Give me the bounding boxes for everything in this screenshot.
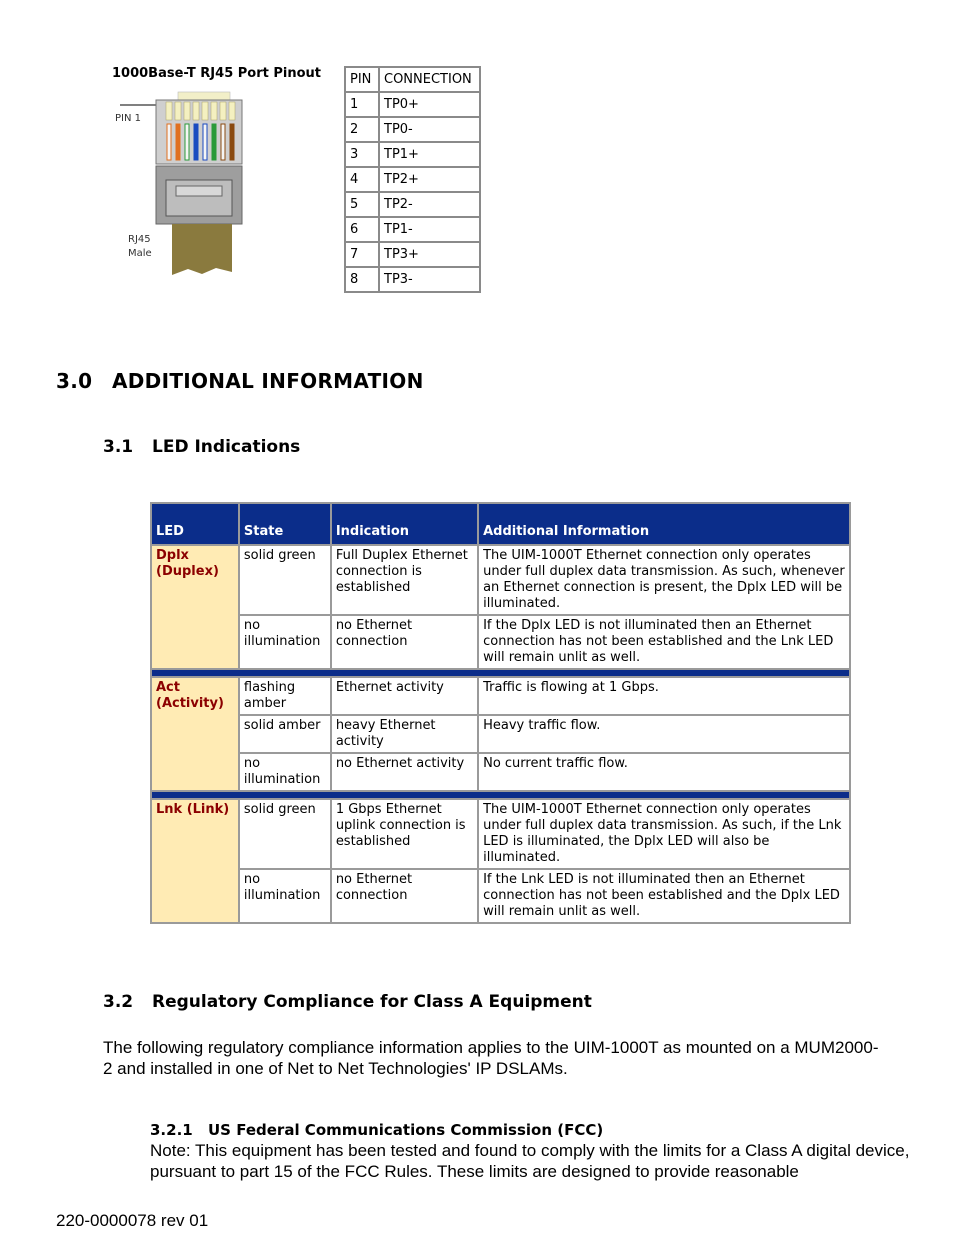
pinout-table	[344, 66, 481, 293]
pin-cell: PIN	[345, 67, 379, 92]
led-name-line: Dplx	[156, 548, 189, 563]
connection-cell: TP1-	[379, 217, 480, 242]
additional-info-cell: The UIM-1000T Ethernet connection only operates under full duplex data transmission. As such, whenever an Ethernet connection is present, the Dplx LED will be illuminated.	[478, 545, 850, 615]
additional-info-cell: If the Lnk LED is not illuminated then an Ethernet connection has not been established and the Dplx LED will remain unlit as well.	[478, 869, 850, 923]
pin-cell: 6	[345, 217, 379, 242]
led-name-line: Lnk (Link)	[156, 802, 230, 817]
section-heading-3-2	[103, 992, 592, 1012]
led-name-line: (Activity)	[156, 696, 224, 711]
table-row	[345, 117, 480, 142]
connection-cell: TP2-	[379, 192, 480, 217]
table-row	[345, 92, 480, 117]
led-name-line: (Duplex)	[156, 564, 219, 579]
column-header: Indication	[331, 503, 478, 545]
indication-cell: Ethernet activity	[331, 677, 478, 715]
group-separator	[151, 791, 850, 799]
additional-info-cell: The UIM-1000T Ethernet connection only operates under full duplex data transmission. As such, if the Lnk LED is illuminated, the Dplx LED will also be illuminated.	[478, 799, 850, 869]
table-row	[345, 217, 480, 242]
additional-info-cell: No current traffic flow.	[478, 753, 850, 791]
table-row	[151, 545, 850, 615]
table-row	[151, 715, 850, 753]
indication-cell: no Ethernet connection	[331, 615, 478, 669]
column-header: Additional Information	[478, 503, 850, 545]
connection-cell: TP0+	[379, 92, 480, 117]
led-indications-table	[150, 502, 851, 924]
table-row	[345, 242, 480, 267]
section-number: 3.0	[56, 369, 93, 393]
state-cell: flashing amber	[239, 677, 331, 715]
additional-info-cell: Heavy traffic flow.	[478, 715, 850, 753]
led-name-cell	[151, 799, 239, 923]
led-name-line: Act	[156, 680, 180, 695]
separator-cell	[151, 669, 850, 677]
additional-info-cell: Traffic is flowing at 1 Gbps.	[478, 677, 850, 715]
regulatory-intro-paragraph: The following regulatory compliance information applies to the UIM-1000T as mounted on a MUM2000-2 and installed in one of Net to Net Technologies' IP DSLAMs.	[103, 1038, 879, 1078]
section-number: 3.2.1	[150, 1121, 193, 1139]
connection-cell: TP0-	[379, 117, 480, 142]
indication-cell: heavy Ethernet activity	[331, 715, 478, 753]
section-heading-3-0	[56, 369, 424, 393]
section-title: LED Indications	[152, 437, 301, 457]
pin-cell: 4	[345, 167, 379, 192]
table-row	[151, 753, 850, 791]
led-name-cell	[151, 677, 239, 791]
state-cell: no illumination	[239, 753, 331, 791]
male-label: Male	[128, 248, 152, 259]
section-title: ADDITIONAL INFORMATION	[112, 369, 424, 393]
section-title: US Federal Communications Commission (FCC)	[208, 1121, 604, 1139]
pin-cell: 8	[345, 267, 379, 292]
table-row	[151, 799, 850, 869]
table-row	[345, 267, 480, 292]
pin-cell: 5	[345, 192, 379, 217]
pin1-label: PIN 1	[115, 113, 142, 124]
group-separator	[151, 669, 850, 677]
column-header: State	[239, 503, 331, 545]
connection-cell: TP1+	[379, 142, 480, 167]
document-number-footer: 220-0000078 rev 01	[56, 1211, 209, 1230]
pin-cell: 7	[345, 242, 379, 267]
table-row	[345, 192, 480, 217]
indication-cell: no Ethernet activity	[331, 753, 478, 791]
indication-cell: Full Duplex Ethernet connection is established	[331, 545, 478, 615]
additional-info-cell: If the Dplx LED is not illuminated then an Ethernet connection has not been established and the Lnk LED will remain unlit as well.	[478, 615, 850, 669]
column-header: LED	[151, 503, 239, 545]
table-row	[151, 869, 850, 923]
led-name-cell	[151, 545, 239, 669]
section-number: 3.2	[103, 992, 134, 1012]
table-header-row	[151, 503, 850, 545]
section-heading-3-1	[103, 437, 300, 457]
section-title: Regulatory Compliance for Class A Equipment	[152, 992, 592, 1012]
section-number: 3.1	[103, 437, 134, 457]
indication-cell: no Ethernet connection	[331, 869, 478, 923]
state-cell: no illumination	[239, 615, 331, 669]
table-row	[345, 167, 480, 192]
rj45-label: RJ45	[128, 234, 151, 245]
fcc-note-paragraph: Note: This equipment has been tested and found to comply with the limits for a Class A digital device, pursuant to part 15 of the FCC Rules. These limits are designed to provide reasonable	[150, 1141, 910, 1181]
connection-cell: TP2+	[379, 167, 480, 192]
state-cell: solid green	[239, 545, 331, 615]
pinout-caption: 1000Base-T RJ45 Port Pinout	[112, 66, 322, 81]
separator-cell	[151, 791, 850, 799]
pin-cell: 1	[345, 92, 379, 117]
table-row	[151, 677, 850, 715]
indication-cell: 1 Gbps Ethernet uplink connection is established	[331, 799, 478, 869]
state-cell: solid amber	[239, 715, 331, 753]
connection-cell: TP3+	[379, 242, 480, 267]
table-row	[345, 142, 480, 167]
state-cell: solid green	[239, 799, 331, 869]
connection-cell: CONNECTION	[379, 67, 480, 92]
rj45-connector-illustration	[110, 88, 260, 278]
pin-cell: 2	[345, 117, 379, 142]
table-header-row	[345, 67, 480, 92]
connection-cell: TP3-	[379, 267, 480, 292]
state-cell: no illumination	[239, 869, 331, 923]
section-heading-3-2-1	[150, 1121, 603, 1139]
pin-cell: 3	[345, 142, 379, 167]
table-row	[151, 615, 850, 669]
